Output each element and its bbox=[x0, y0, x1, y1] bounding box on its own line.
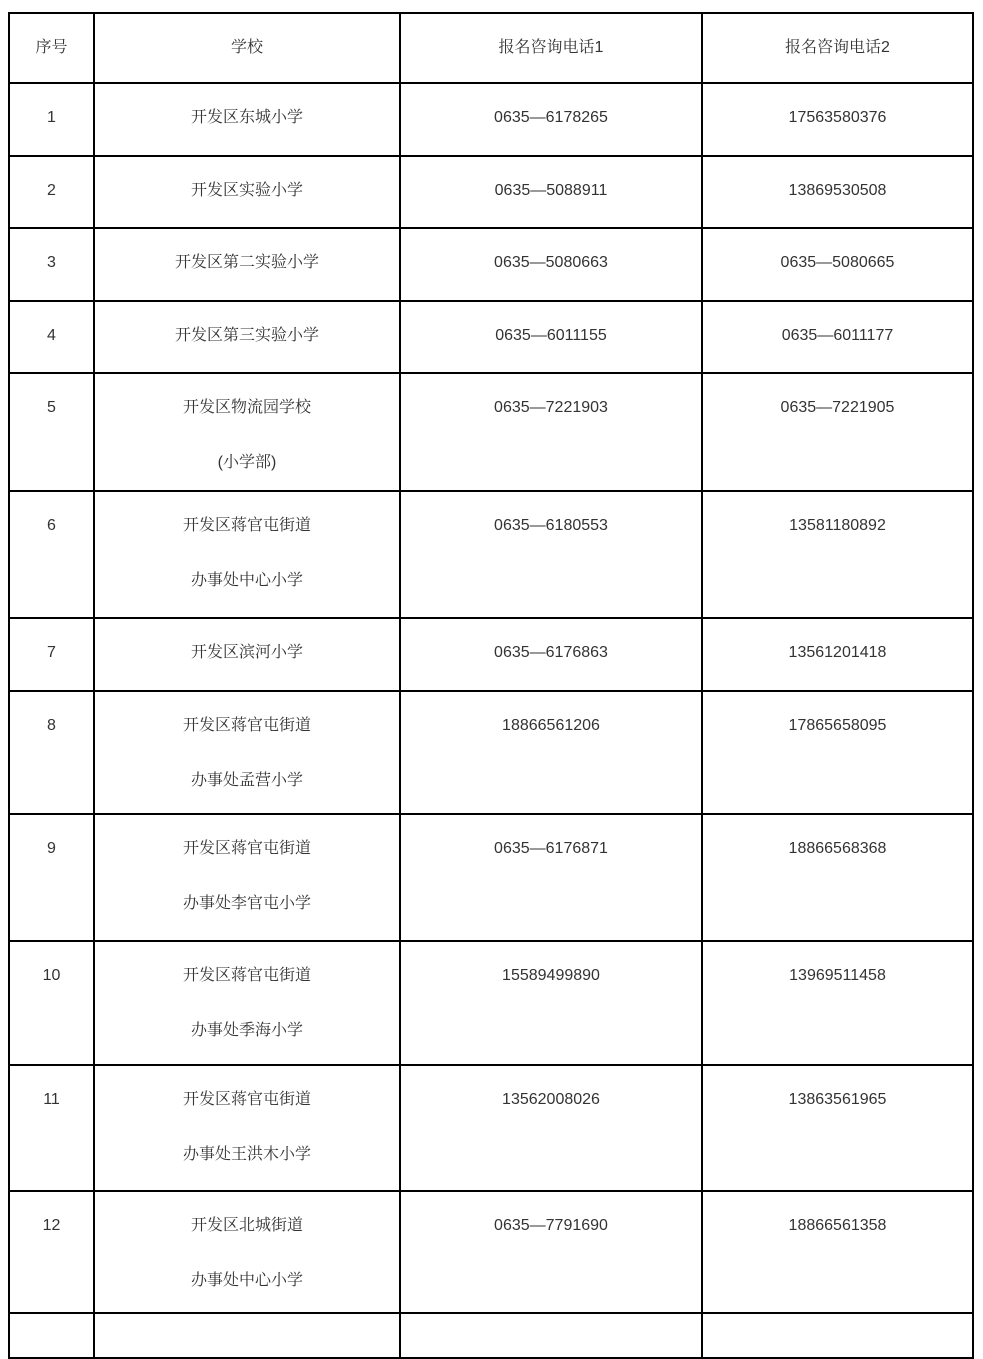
school-name-line1: 开发区东城小学 bbox=[190, 109, 303, 126]
row-no: 4 bbox=[9, 301, 94, 373]
row-no: 11 bbox=[9, 1065, 94, 1191]
phone1-value: 0635—6011155 bbox=[400, 301, 702, 373]
phone2-value: 17865658095 bbox=[702, 691, 973, 814]
phone1-value: 0635—5080663 bbox=[400, 228, 702, 301]
phone2-value bbox=[702, 1313, 973, 1358]
phone2-value: 0635—7221905 bbox=[702, 373, 973, 491]
phone1-value: 0635—7221903 bbox=[400, 373, 702, 491]
table-row bbox=[9, 373, 973, 491]
phone1-value: 18866561206 bbox=[400, 691, 702, 814]
school-contact-table bbox=[8, 12, 974, 1359]
school-name bbox=[94, 618, 400, 691]
table-row bbox=[9, 156, 973, 228]
phone2-value: 0635—6011177 bbox=[702, 301, 973, 373]
row-no: 5 bbox=[9, 373, 94, 491]
school-name-line2: 办事处季海小学 bbox=[190, 1022, 303, 1039]
row-no: 9 bbox=[9, 814, 94, 941]
phone2-value: 13869530508 bbox=[702, 156, 973, 228]
row-no: 6 bbox=[9, 491, 94, 618]
school-name-line1: 开发区蒋官屯街道 bbox=[182, 1091, 311, 1108]
school-name bbox=[94, 156, 400, 228]
phone2-value: 13561201418 bbox=[702, 618, 973, 691]
school-name-line1: 开发区第三实验小学 bbox=[174, 327, 319, 344]
phone2-value: 13969511458 bbox=[702, 941, 973, 1065]
table-row bbox=[9, 1191, 973, 1313]
school-name-line2: 办事处李官屯小学 bbox=[182, 895, 311, 912]
row-no: 12 bbox=[9, 1191, 94, 1313]
phone2-value: 13863561965 bbox=[702, 1065, 973, 1191]
phone2-value: 17563580376 bbox=[702, 83, 973, 156]
column-header-no: 序号 bbox=[9, 13, 94, 83]
phone1-value: 0635—5088911 bbox=[400, 156, 702, 228]
phone1-value: 0635—6176863 bbox=[400, 618, 702, 691]
school-name bbox=[94, 228, 400, 301]
school-name bbox=[94, 941, 400, 1065]
table-row bbox=[9, 1065, 973, 1191]
school-name-line1: 开发区北城街道 bbox=[190, 1217, 303, 1234]
row-no: 10 bbox=[9, 941, 94, 1065]
phone1-value bbox=[400, 1313, 702, 1358]
phone1-value: 0635—6178265 bbox=[400, 83, 702, 156]
phone2-value: 0635—5080665 bbox=[702, 228, 973, 301]
table-row bbox=[9, 83, 973, 156]
school-name bbox=[94, 1065, 400, 1191]
table-row bbox=[9, 691, 973, 814]
school-name-line2: 办事处孟营小学 bbox=[190, 772, 303, 789]
school-name-line1: 开发区蒋官屯街道 bbox=[182, 517, 311, 534]
school-name bbox=[94, 83, 400, 156]
phone1-value: 0635—6180553 bbox=[400, 491, 702, 618]
row-no: 3 bbox=[9, 228, 94, 301]
row-no bbox=[9, 1313, 94, 1358]
school-name bbox=[94, 1313, 400, 1358]
row-no: 8 bbox=[9, 691, 94, 814]
school-name bbox=[94, 373, 400, 491]
phone1-value: 0635—6176871 bbox=[400, 814, 702, 941]
school-name-line2: 办事处中心小学 bbox=[190, 1272, 303, 1289]
school-name-line1: 开发区第二实验小学 bbox=[174, 254, 319, 271]
table-row bbox=[9, 618, 973, 691]
table-row bbox=[9, 228, 973, 301]
row-no: 1 bbox=[9, 83, 94, 156]
table-row-partial bbox=[9, 1313, 973, 1358]
school-name bbox=[94, 1191, 400, 1313]
school-name bbox=[94, 491, 400, 618]
phone1-value: 15589499890 bbox=[400, 941, 702, 1065]
phone2-value: 13581180892 bbox=[702, 491, 973, 618]
column-header-phone1: 报名咨询电话1 bbox=[400, 13, 702, 83]
school-name-line1: 开发区滨河小学 bbox=[190, 644, 303, 661]
table-row bbox=[9, 814, 973, 941]
phone1-value: 0635—7791690 bbox=[400, 1191, 702, 1313]
table-row bbox=[9, 491, 973, 618]
school-name bbox=[94, 814, 400, 941]
school-name-line1: 开发区物流园学校 bbox=[182, 399, 311, 416]
school-name-line1: 开发区蒋官屯街道 bbox=[182, 717, 311, 734]
phone1-value: 13562008026 bbox=[400, 1065, 702, 1191]
school-name-line1: 开发区实验小学 bbox=[190, 182, 303, 199]
table-row bbox=[9, 941, 973, 1065]
school-name-line2: (小学部) bbox=[217, 454, 277, 471]
row-no: 2 bbox=[9, 156, 94, 228]
column-header-school: 学校 bbox=[94, 13, 400, 83]
school-name-line2: 办事处王洪木小学 bbox=[182, 1146, 311, 1163]
row-no: 7 bbox=[9, 618, 94, 691]
school-name bbox=[94, 691, 400, 814]
phone2-value: 18866561358 bbox=[702, 1191, 973, 1313]
school-name-line2: 办事处中心小学 bbox=[190, 572, 303, 589]
school-name-line1: 开发区蒋官屯街道 bbox=[182, 967, 311, 984]
phone2-value: 18866568368 bbox=[702, 814, 973, 941]
header-row bbox=[9, 13, 973, 83]
table-row bbox=[9, 301, 973, 373]
school-name-line1: 开发区蒋官屯街道 bbox=[182, 840, 311, 857]
school-name bbox=[94, 301, 400, 373]
column-header-phone2: 报名咨询电话2 bbox=[702, 13, 973, 83]
